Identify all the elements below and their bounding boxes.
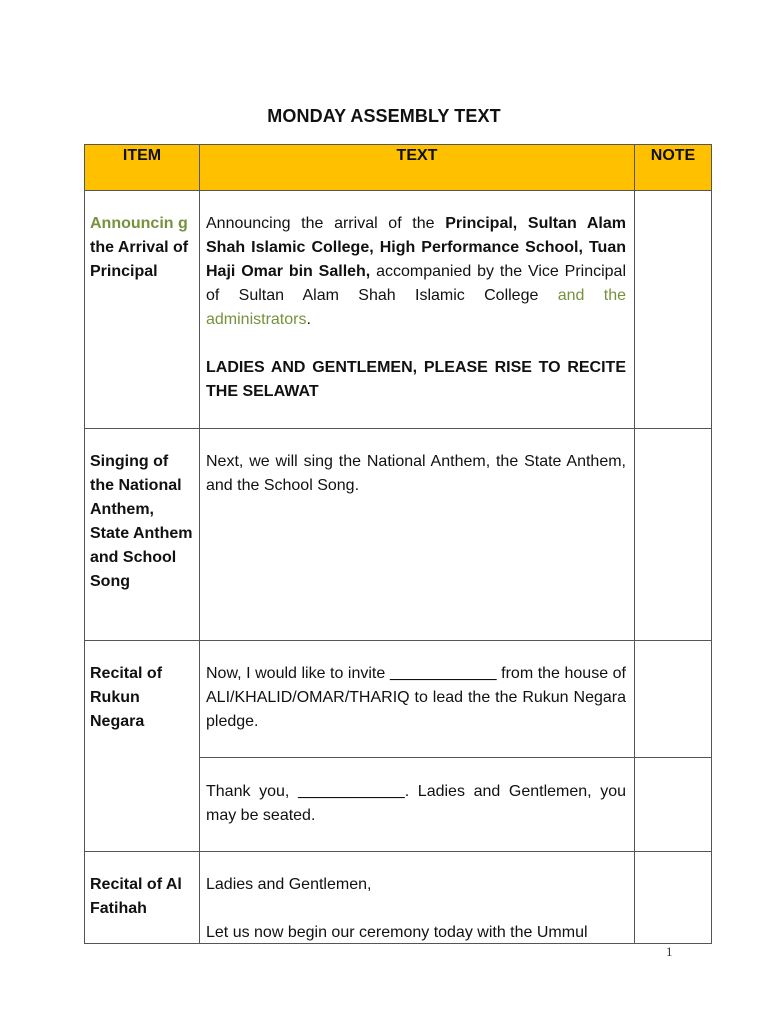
table-divider bbox=[84, 428, 712, 429]
item-cell bbox=[90, 212, 196, 284]
blank-line: ____________ bbox=[389, 665, 497, 682]
announcement-paragraph bbox=[206, 212, 626, 332]
table-column-divider bbox=[199, 144, 200, 944]
table-divider bbox=[84, 640, 712, 641]
header-note: NOTE bbox=[650, 147, 696, 164]
table-border-right bbox=[711, 144, 712, 944]
invite-paragraph bbox=[206, 662, 626, 734]
item-label: the Arrival of Principal bbox=[90, 239, 189, 280]
table-divider bbox=[199, 757, 712, 758]
table-divider bbox=[84, 851, 712, 852]
text-cell: Next, we will sing the National Anthem, the State Anthem, and the School Song. bbox=[206, 453, 626, 494]
item-label-highlight: Announcin g bbox=[90, 215, 188, 232]
item-cell: Recital of Al Fatihah bbox=[90, 876, 182, 917]
page-title: MONDAY ASSEMBLY TEXT bbox=[267, 106, 501, 126]
text-cell bbox=[206, 662, 626, 734]
page-number: 1 bbox=[666, 944, 673, 959]
text-line: Ladies and Gentlemen, bbox=[206, 876, 372, 893]
text-run: Now, I would like to invite bbox=[206, 665, 390, 682]
text-run: from the house of ALI/KHALID/OMAR/THARIQ to lead the the Rukun Negara pledge. bbox=[206, 665, 626, 730]
text-run: Announcing the arrival of the bbox=[206, 215, 446, 232]
text-run-bold: Principal, Sultan Alam Shah Islamic College, High Performance School, Tuan Haji Omar bin Salleh, bbox=[206, 215, 626, 280]
text-run: . Ladies and Gentlemen, you may be seated. bbox=[206, 783, 626, 824]
text-run: Thank you, bbox=[206, 783, 298, 800]
thanks-paragraph bbox=[206, 780, 626, 828]
table-border-top bbox=[84, 144, 712, 145]
blank-line: ____________ bbox=[297, 783, 405, 800]
text-cell bbox=[206, 212, 626, 404]
text-run: . bbox=[306, 311, 311, 328]
item-cell: Recital of Rukun Negara bbox=[90, 665, 163, 730]
table-border-left bbox=[84, 144, 85, 944]
item-cell: Singing of the National Anthem, State Anthem and School Song bbox=[90, 453, 193, 590]
table-divider bbox=[84, 190, 712, 191]
text-run: accompanied by the Vice Principal of Sultan Alam Shah Islamic College bbox=[206, 263, 627, 304]
header-item: ITEM bbox=[122, 147, 162, 164]
table-column-divider bbox=[634, 144, 635, 944]
text-cell bbox=[206, 780, 626, 828]
text-run-highlight: and the administrators bbox=[206, 287, 626, 328]
header-text: TEXT bbox=[396, 147, 438, 164]
text-cell bbox=[206, 873, 626, 945]
instruction-paragraph: LADIES AND GENTLEMEN, PLEASE RISE TO RECITE THE SELAWAT bbox=[206, 359, 626, 400]
text-line: Let us now begin our ceremony today with the Ummul bbox=[206, 924, 588, 941]
